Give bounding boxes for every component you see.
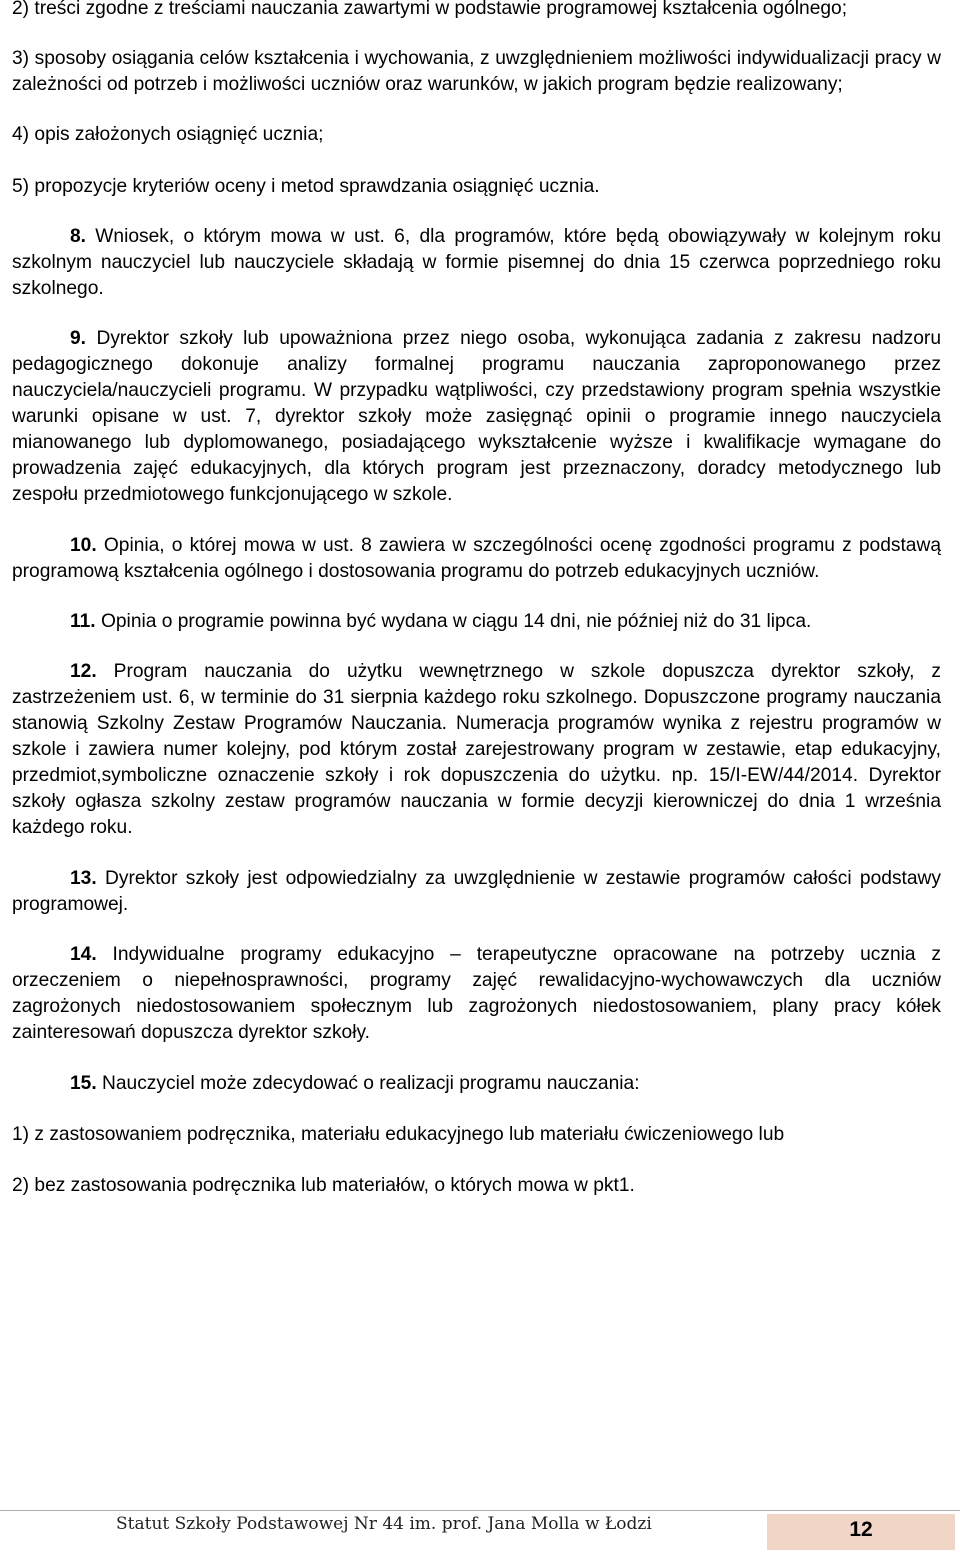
footer-title: Statut Szkoły Podstawowej Nr 44 im. prof. Jana Molla w Łodzi [116,1514,652,1534]
option-1: 1) z zastosowaniem podręcznika, materiału edukacyjnego lub materiału ćwiczeniowego lub [12,1124,785,1145]
paragraph-12 [12,659,941,841]
paragraph-13 [12,866,941,918]
paragraph-14-number: 14. [70,944,97,965]
paragraph-10-text: Opinia, o której mowa w ust. 8 zawiera w szczególności ocenę zgodności programu z podstawą programową kształcenia ogólnego i dostosowania programu do potrzeb edukacyjnych uczniów. [12,535,941,582]
list-item-5: 5) propozycje kryteriów oceny i metod sprawdzania osiągnięć ucznia. [12,176,600,197]
paragraph-13-number: 13. [70,868,97,889]
paragraph-14-text: Indywidualne programy edukacyjno – terapeutyczne opracowane na potrzeby ucznia z orzeczeniem o niepełnosprawności, programy zajęć rewalidacyjno-wychowawczych dla uczniów zagrożonych niedostosowaniem społecznym lub zagrożonych niedostosowaniem, plany pracy kółek zainteresowań dopuszcza dyrektor szkoły. [12,944,941,1043]
paragraph-15 [12,1071,941,1097]
list-item-4: 4) opis założonych osiągnięć ucznia; [12,124,324,145]
option-2: 2) bez zastosowania podręcznika lub materiałów, o których mowa w pkt1. [12,1175,635,1196]
paragraph-8-number: 8. [70,226,87,247]
paragraph-10-number: 10. [70,535,97,556]
page-number-box [767,1514,955,1550]
paragraph-13-text: Dyrektor szkoły jest odpowiedzialny za uwzględnienie w zestawie programów całości podstawy programowej. [12,868,941,915]
paragraph-14 [12,942,941,1046]
paragraph-15-number: 15. [70,1073,97,1094]
footer-divider [0,1510,960,1511]
paragraph-15-text: Nauczyciel może zdecydować o realizacji programu nauczania: [96,1073,640,1094]
list-item-3: 3) sposoby osiągania celów kształcenia i wychowania, z uwzględnieniem możliwości indywidualizacji pracy w zależności od potrzeb i możliwości uczniów oraz warunków, w jakich program będzie realizowany; [12,48,941,95]
paragraph-8 [12,224,941,302]
paragraph-8-text: Wniosek, o którym mowa w ust. 6, dla programów, które będą obowiązywały w kolejnym roku szkolnym nauczyciel lub nauczyciele składają w formie pisemnej do dnia 15 czerwca poprzedniego roku szkolnego. [12,226,941,299]
paragraph-9-number: 9. [70,328,87,349]
paragraph-12-number: 12. [70,661,97,682]
list-item-2: 2) treści zgodne z treściami nauczania zawartymi w podstawie programowej kształcenia ogólnego; [12,0,848,19]
paragraph-11 [12,609,941,635]
paragraph-9 [12,326,941,508]
paragraph-11-number: 11. [70,611,96,632]
paragraph-11-text: Opinia o programie powinna być wydana w ciągu 14 dni, nie później niż do 31 lipca. [95,611,812,632]
paragraph-12-text: Program nauczania do użytku wewnętrznego w szkole dopuszcza dyrektor szkoły, z zastrzeżeniem ust. 6, w terminie do 31 sierpnia każdego roku szkolnego. Dopuszczone programy nauczania stanowią Szkolny Zestaw Programów Nauczania. Numeracja programów wynika z rejestru programów w szkole i zawiera numer kolejny, pod którym został zarejestrowany program w zestawie, etap edukacyjny, przedmiot,symboliczne oznaczenie szkoły i rok dopuszczenia do użytku. np. 15/I-EW/44/2014. Dyrektor szkoły ogłasza szkolny zestaw programów nauczania w formie decyzji kierowniczej do dnia 1 września każdego roku. [12,661,941,838]
paragraph-9-text: Dyrektor szkoły lub upoważniona przez niego osoba, wykonująca zadania z zakresu nadzoru pedagogicznego dokonuje analizy formalnej programu nauczania zaproponowanego przez nauczyciela/nauczycieli programu. W przypadku wątpliwości, czy przedstawiony program spełnia wszystkie warunki opisane w ust. 7, dyrektor szkoły może zasięgnąć opinii o programie innego nauczyciela mianowanego lub dyplomowanego, posiadającego wykształcenie wyższe i kwalifikacje wymagane do prowadzenia zajęć edukacyjnych, dla których program jest przeznaczony, doradcy metodycznego lub zespołu przedmiotowego funkcjonującego w szkole. [12,328,941,505]
paragraph-10 [12,533,941,585]
document-body [12,0,941,1199]
page-number: 12 [849,1518,873,1541]
